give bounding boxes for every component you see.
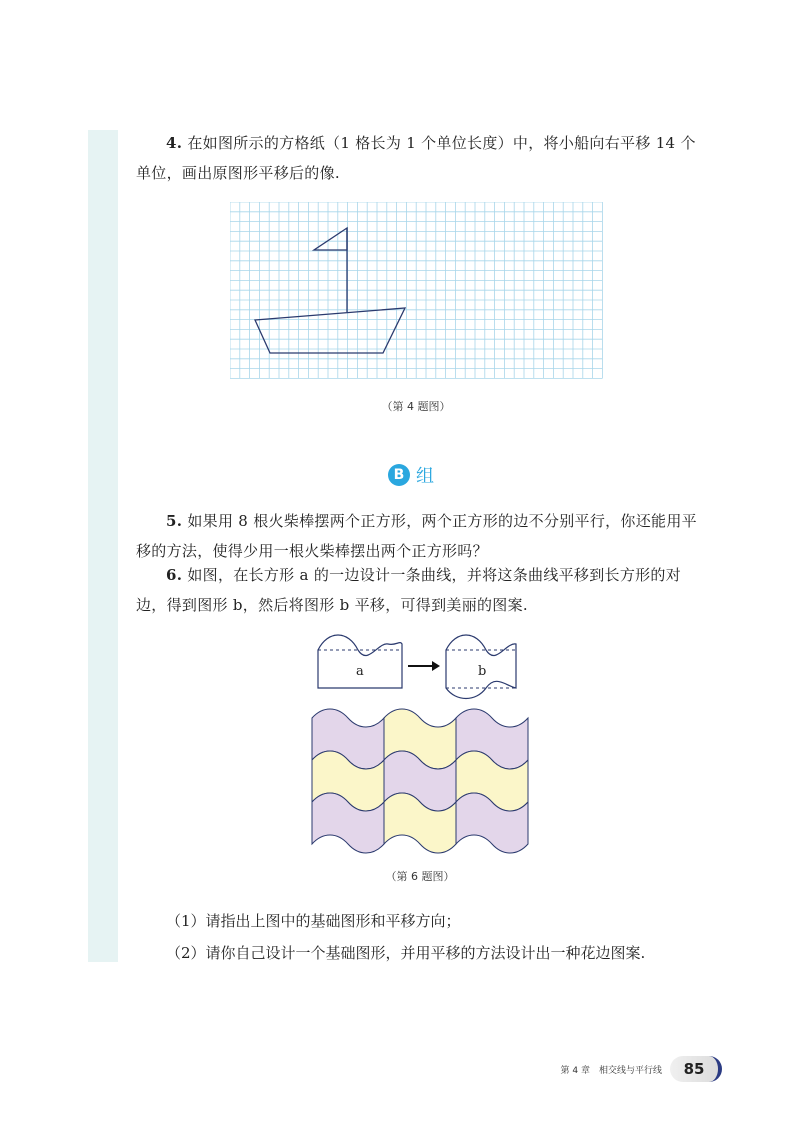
boat-hull xyxy=(255,308,405,353)
problem-6-number: 6. xyxy=(166,566,183,584)
arrow-head xyxy=(432,661,440,671)
problem-6 xyxy=(136,560,706,620)
sub-question-1: （1）请指出上图中的基础图形和平移方向； xyxy=(166,912,461,930)
group-b-heading xyxy=(388,462,434,488)
problem-5 xyxy=(136,506,706,566)
shape-a xyxy=(318,635,402,688)
group-word: 组 xyxy=(416,466,434,487)
problem-6-text: 如图，在长方形 a 的一边设计一条曲线，并将这条曲线平移到长方形的对边，得到图形 b，然后将图形 b 平移，可得到美丽的图案. xyxy=(136,566,682,614)
label-b: b xyxy=(478,664,487,679)
page-footer xyxy=(561,1054,722,1084)
tiles xyxy=(312,709,528,853)
label-a: a xyxy=(356,664,364,679)
side-strip xyxy=(88,130,118,962)
figure-6-top xyxy=(310,630,530,700)
figure-4-caption: （第 4 题图） xyxy=(381,400,451,413)
problem-5-number: 5. xyxy=(166,512,183,530)
page-number: 85 xyxy=(670,1056,722,1082)
group-badge: B xyxy=(388,464,410,486)
problem-4-text: 在如图所示的方格纸（1 格长为 1 个单位长度）中，将小船向右平移 14 个单位，画出原图形平移后的像. xyxy=(136,134,696,182)
grid-lines xyxy=(230,202,602,378)
sub-question-2: （2）请你自己设计一个基础图形，并用平移的方法设计出一种花边图案. xyxy=(166,944,646,962)
chapter-title: 第 4 章 相交线与平行线 xyxy=(560,1065,662,1076)
grid-boat-figure xyxy=(230,202,604,382)
figure-6-caption: （第 6 题图） xyxy=(385,870,455,883)
problem-4 xyxy=(136,128,706,188)
problem-4-number: 4. xyxy=(166,134,183,152)
problem-5-text: 如果用 8 根火柴棒摆两个正方形，两个正方形的边不分别平行，你还能用平移的方法，使得少用一根火柴棒摆出两个正方形吗？ xyxy=(136,512,697,560)
tessellation-pattern xyxy=(306,706,534,866)
